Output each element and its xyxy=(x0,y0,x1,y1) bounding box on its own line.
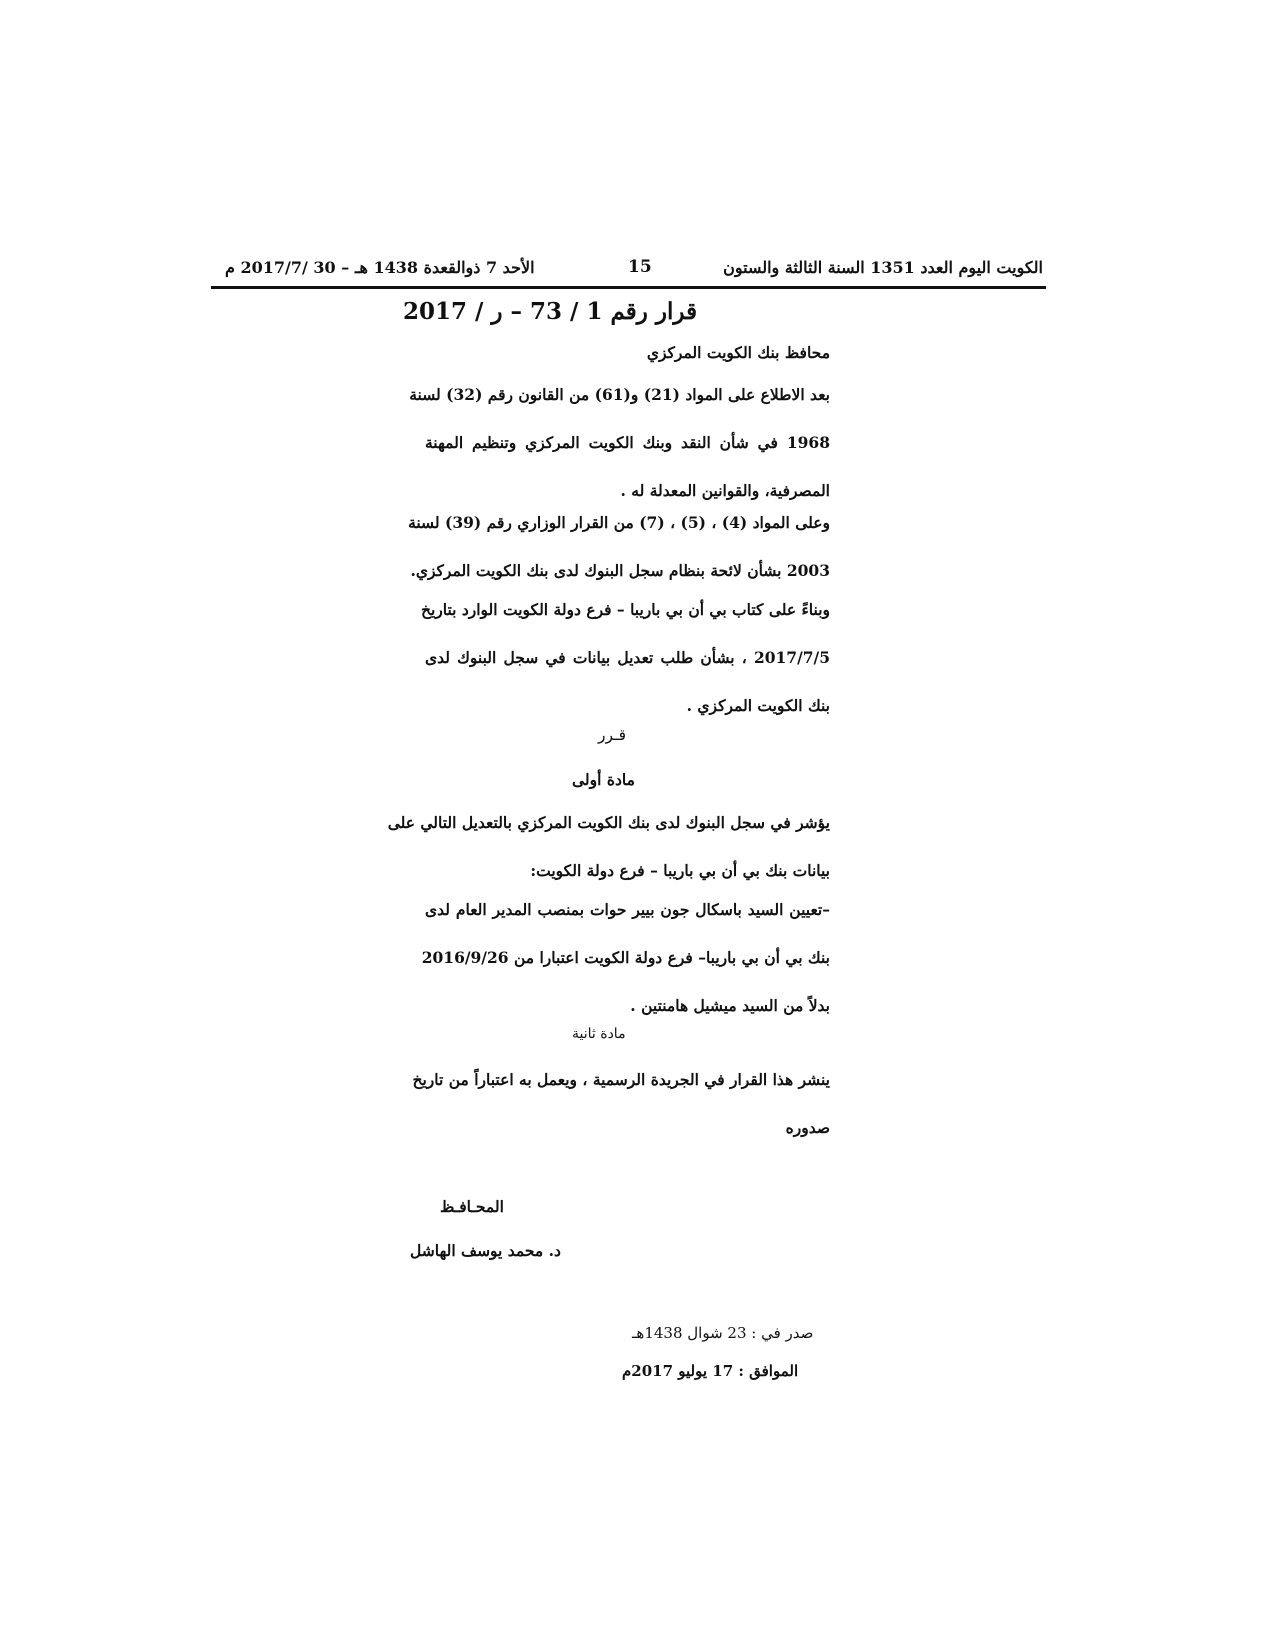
page-header xyxy=(213,258,1043,286)
issue-date-gregorian: الموافق : 17 يوليو 2017م xyxy=(622,1362,799,1380)
issue-date: الأحد 7 ذوالقعدة 1438 هـ – 30 /2017/7 م xyxy=(225,258,535,277)
text-line: وعلى المواد (4) ، (5) ، (7) من القرار الوزاري رقم (39) لسنة xyxy=(408,513,830,532)
text-line: 2017/7/5 ، بشأن طلب تعديل بيانات في سجل البنوك لدى xyxy=(425,648,830,667)
text-line: بيانات بنك بي أن بي باريبا – فرع دولة الكويت: xyxy=(530,861,830,880)
text-line: بعد الاطلاع على المواد (21) و(61) من القانون رقم (32) لسنة xyxy=(409,385,830,404)
addressee xyxy=(425,329,830,377)
text-line: ينشر هذا القرار في الجريدة الرسمية ، ويعمل به اعتباراً من تاريخ xyxy=(412,1070,830,1089)
preamble-paragraph-1 xyxy=(409,371,830,515)
signatory-title: المحـافـظ xyxy=(440,1197,504,1216)
preamble-paragraph-2 xyxy=(408,499,830,595)
decided-heading: قـرر xyxy=(598,726,626,744)
text-line: 1968 في شأن النقد وبنك الكويت المركزي وتنظيم المهنة xyxy=(425,433,830,452)
text-line: صدوره xyxy=(785,1118,830,1137)
page-number: 15 xyxy=(628,257,652,277)
text-line: وبناءً على كتاب بي أن بي باريبا – فرع دولة الكويت الوارد بتاريخ xyxy=(420,600,830,619)
article-1-intro xyxy=(387,799,830,895)
header-divider xyxy=(211,286,1046,289)
article-2-heading: مادة ثانية xyxy=(572,1026,626,1042)
text-line: المصرفية، والقوانين المعدلة له . xyxy=(620,481,830,500)
text-line: بنك بي أن بي باريبا– فرع دولة الكويت اعتبارا من 2016/9/26 xyxy=(421,948,830,967)
text-line: بنك الكويت المركزي . xyxy=(686,696,830,715)
text-line: بدلاً من السيد ميشيل هامنتين . xyxy=(630,996,830,1015)
decision-title: قرار رقم 1 / 73 – ر / 2017 xyxy=(402,298,698,325)
text-line: –تعيين السيد باسكال جون بيير حوات بمنصب المدير العام لدى xyxy=(425,900,830,919)
article-1-heading: مادة أولى xyxy=(572,770,635,789)
gazette-issue-info: الكويت اليوم العدد 1351 السنة الثالثة والستون xyxy=(723,258,1043,277)
preamble-paragraph-3 xyxy=(420,586,830,730)
issue-date-hijri: صدر في : 23 شوال 1438هـ xyxy=(632,1324,814,1342)
signatory-name: د. محمد يوسف الهاشل xyxy=(410,1241,561,1260)
text-line: يؤشر في سجل البنوك لدى بنك الكويت المركزي بالتعديل التالي على xyxy=(387,813,830,832)
article-1-change xyxy=(421,886,830,1030)
text-line: 2003 بشأن لائحة بنظام سجل البنوك لدى بنك الكويت المركزي. xyxy=(410,561,830,580)
article-2-text xyxy=(412,1056,830,1152)
addressee-line: محافظ بنك الكويت المركزي xyxy=(646,343,830,362)
